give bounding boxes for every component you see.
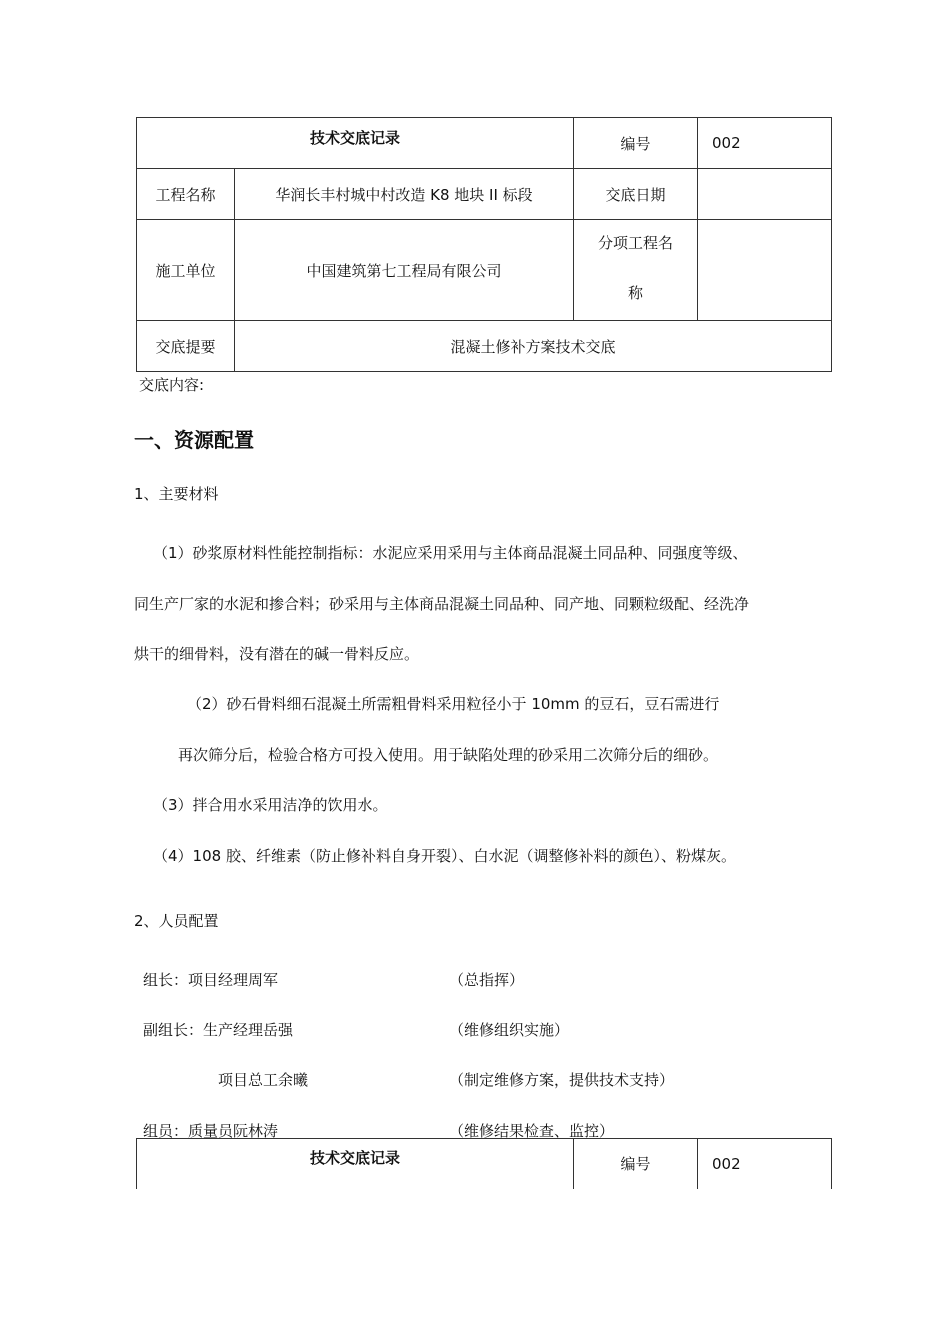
header-table — [136, 117, 832, 372]
section-heading: 一、资源配置 — [134, 428, 254, 452]
paragraph-3: （3）拌合用水采用洁净的饮用水。 — [153, 796, 388, 814]
number-label: 编号 — [574, 118, 698, 169]
subitem-value — [698, 220, 832, 321]
date-value — [698, 169, 832, 220]
construction-unit-value: 中国建筑第七工程局有限公司 — [235, 220, 574, 321]
subheading-materials: 1、主要材料 — [134, 485, 219, 503]
content-label: 交底内容: — [139, 376, 205, 394]
document-title: 技术交底记录 — [137, 1139, 574, 1189]
subheading-staff: 2、人员配置 — [134, 912, 219, 930]
staff-role: （总指挥） — [449, 971, 525, 989]
project-name-value: 华润长丰村城中村改造 K8 地块 II 标段 — [235, 169, 574, 220]
paragraph-2-line-1: （2）砂石骨料细石混凝土所需粗骨料采用粒径小于 10mm 的豆石，豆石需进行 — [187, 695, 720, 713]
number-value: 002 — [698, 118, 832, 169]
summary-label: 交底提要 — [137, 321, 235, 372]
staff-name: 项目总工余曦 — [218, 1071, 309, 1089]
staff-name: 组员：质量员阮林涛 — [143, 1122, 279, 1140]
paragraph-1-line-2: 同生产厂家的水泥和掺合料；砂采用与主体商品混凝土同品种、同产地、同颗粒级配、经洗净 — [134, 595, 750, 613]
paragraph-4: （4）108 胶、纤维素（防止修补料自身开裂）、白水泥（调整修补料的颜色）、粉煤灰。 — [153, 847, 736, 865]
number-label: 编号 — [574, 1139, 698, 1189]
staff-name: 组长：项目经理周军 — [143, 971, 279, 989]
subitem-label: 分项工程名 称 — [574, 220, 698, 321]
paragraph-1-line-1: （1）砂浆原材料性能控制指标：水泥应采用采用与主体商品混凝土同品种、同强度等级、 — [153, 544, 748, 562]
header-table-next-page — [136, 1138, 832, 1189]
staff-role: （维修结果检查、监控） — [449, 1122, 615, 1140]
staff-name: 副组长：生产经理岳强 — [143, 1021, 294, 1039]
document-title: 技术交底记录 — [137, 118, 574, 169]
summary-value: 混凝土修补方案技术交底 — [235, 321, 832, 372]
staff-role: （制定维修方案，提供技术支持） — [449, 1071, 675, 1089]
paragraph-2-line-2: 再次筛分后，检验合格方可投入使用。用于缺陷处理的砂采用二次筛分后的细砂。 — [178, 746, 719, 764]
number-value: 002 — [698, 1139, 832, 1189]
staff-role: （维修组织实施） — [449, 1021, 570, 1039]
date-label: 交底日期 — [574, 169, 698, 220]
project-name-label: 工程名称 — [137, 169, 235, 220]
construction-unit-label: 施工单位 — [137, 220, 235, 321]
paragraph-1-line-3: 烘干的细骨料，没有潜在的碱一骨料反应。 — [134, 645, 420, 663]
